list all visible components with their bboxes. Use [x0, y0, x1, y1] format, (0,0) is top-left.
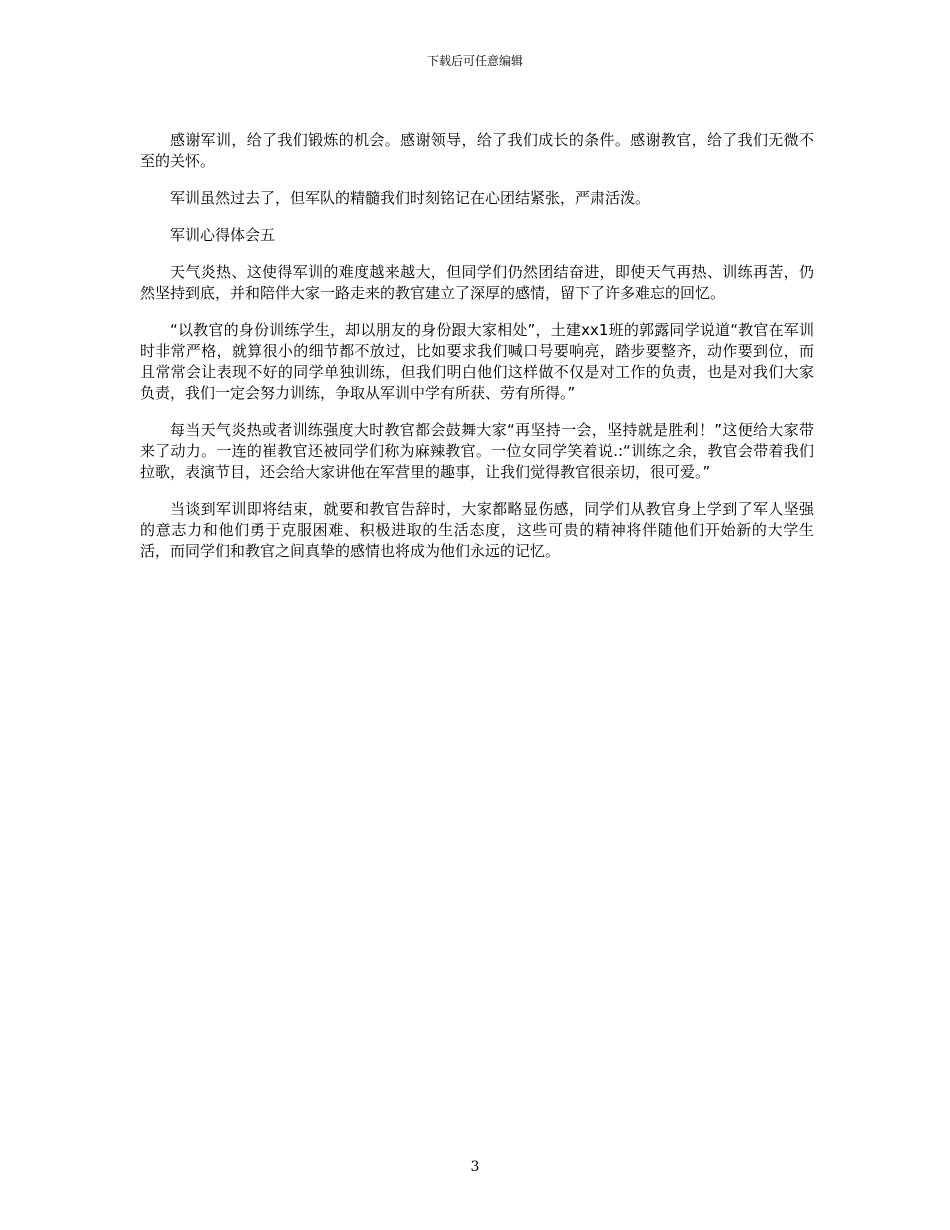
document-body: [140, 130, 814, 578]
paragraph-5: 每当天气炎热或者训练强度大时教官都会鼓舞大家“再坚持一会，坚持就是胜利！”这便给大家带来了动力。一连的崔教官还被同学们称为麻辣教官。一位女同学笑着说.:“训练之余，教官会带着我们拉歌，表演节目，还会给大家讲他在军营里的趣事，让我们觉得教官很亲切，很可爱。”: [140, 421, 814, 481]
section-heading: 军训心得体会五: [170, 226, 276, 244]
paragraph-1: 感谢军训，给了我们锻炼的机会。感谢领导，给了我们成长的条件。感谢教官，给了我们无微不至的关怀。: [140, 131, 814, 170]
paragraph-4: “以教官的身份训练学生，却以朋友的身份跟大家相处”，土建xx1班的郭露同学说道“教官在军训时非常严格，就算很小的细节都不放过，比如要求我们喊口号要响亮，踏步要整齐，动作要到位，而且常常会让表现不好的同学单独训练，但我们明白他们这样做不仅是对工作的负责，也是对我们大家负责，我们一定会努力训练，争取从军训中学有所获、劳有所得。”: [140, 321, 814, 402]
paragraph-6: 当谈到军训即将结束，就要和教官告辞时，大家都略显伤感，同学们从教官身上学到了军人坚强的意志力和他们勇于克服困难、积极进取的生活态度，这些可贵的精神将伴随他们开始新的大学生活，而同学们和教官之间真挚的感情也将成为他们永远的记忆。: [140, 500, 814, 560]
paragraph-3: 天气炎热、这使得军训的难度越来越大，但同学们仍然团结奋进，即使天气再热、训练再苦，仍然坚持到底，并和陪伴大家一路走来的教官建立了深厚的感情，留下了许多难忘的回忆。: [140, 263, 814, 302]
page-number: 3: [470, 1159, 480, 1175]
page-header: 下载后可任意编辑: [426, 54, 523, 68]
paragraph-2: 军训虽然过去了，但军队的精髓我们时刻铭记在心团结紧张，严肃活泼。: [170, 189, 651, 207]
